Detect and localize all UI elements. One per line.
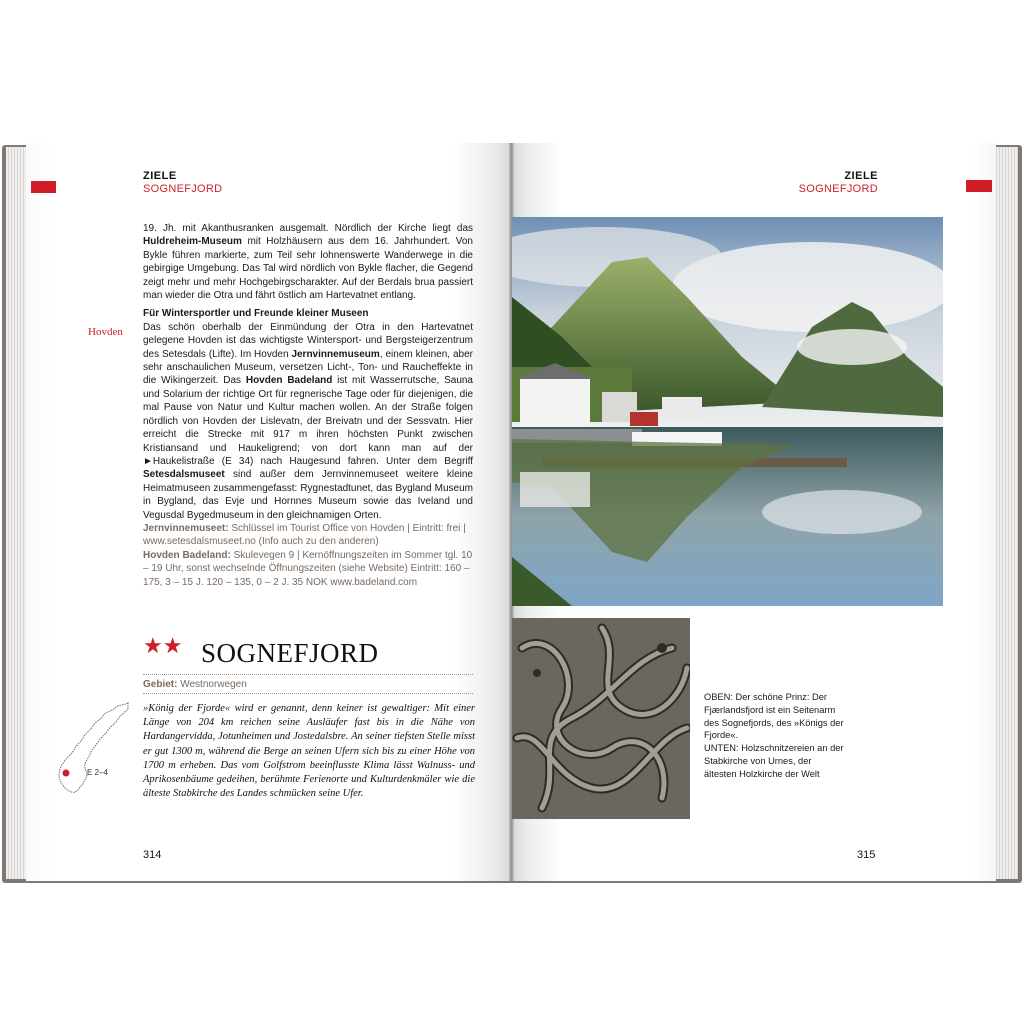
running-head-section: ZIELE [143, 170, 177, 182]
left-running-head [143, 170, 222, 196]
info-badeland [143, 549, 473, 589]
woodcarving-photo [512, 618, 690, 819]
paragraph-bykle [143, 222, 473, 302]
page-number-left: 314 [143, 849, 162, 861]
caption-bottom [704, 742, 844, 780]
left-thumb-tab [31, 181, 56, 193]
paragraph-hovden [143, 321, 473, 522]
text-run: 19. Jh. mit Akanthusranken ausgemalt. Nördlich der Kirche liegt das [143, 223, 473, 234]
caption-text: Holzschnitzereien an der Stabkirche von Urnes, der ältesten Holzkirche der Welt [704, 743, 844, 779]
urnes-woodcarving-image [512, 618, 690, 819]
rating-stars: ★★ [143, 634, 183, 659]
text-run: ist mit Wasserrutsche, Sauna und Solarium der richtige Ort für regnerische Tage oder für diejenigen, die mal Pause von Natur und Kultur machen wollen. An der Straße folgen nördlich von Hovden der Lislevatn, der Breivatn und der Sessvatn. Hier erreicht die Strecke mit 917 m ihren höchsten Punkt zwischen Kristiansand und Haukeligrend; von dort kann man auf der [143, 375, 473, 454]
caption-top [704, 691, 844, 742]
running-head-chapter: SOGNEFJORD [798, 183, 878, 195]
text-run: sind außer dem Jernvinnemuseet weitere kleine Heimatmuseen zusammengefasst: Rygnestadtunet, das Bygland Museum in Bygland, das Evje und Hornnes Museum sowie das Iveland und Vegusdal Bygedmuseum in den gleichnamigen Orten. [143, 469, 473, 521]
caption-text: Der schöne Prinz: Der Fjærlandsfjord ist ein Seitenarm des Sognefjords, des »Königs der Fjorde«. [704, 692, 844, 741]
text-run: , einem kleinen, aber sehr anschaulichen Museum, versetzen Licht-, Ton- und Raucheffekte in die Wikingerzeit. Das [143, 348, 473, 387]
info-text: Schlüssel im Tourist Office von Hovden | Eintritt: frei | www.setesdalsmuseet.no (Info auch zu den anderen) [143, 522, 466, 548]
bold-term: Setesdalsmuseet [143, 469, 225, 481]
norway-locator-map [56, 700, 132, 795]
bold-term: Hovden Badeland [245, 375, 333, 387]
norway-outline-icon [56, 700, 132, 795]
info-text: Skulevegen 9 | Kernöffnungszeiten im Sommer tgl. 10 – 19 Uhr, sonst wechselnde Öffnungszeiten (siehe Website) Eintritt: 160 – 175, 3 – 15 J. 120 – 135, 0 – 2 J. 35 NOK www.badeland.com [143, 549, 473, 588]
map-grid-reference: E 2–4 [87, 768, 108, 777]
bold-term: Huldreheim-Museum [143, 236, 242, 248]
caption-label: UNTEN: [704, 743, 739, 754]
info-label: Jernvinnemuseet: [143, 522, 229, 534]
section-title: SOGNEFJORD [201, 638, 379, 668]
divider [143, 674, 473, 675]
caption-label: OBEN: [704, 692, 733, 702]
right-running-head [760, 170, 878, 196]
left-body-text [143, 222, 473, 589]
info-label: Hovden Badeland: [143, 549, 231, 561]
text-run: Haukelistraße (E 34) nach Haugesund fahren. Unter dem Begriff [152, 455, 473, 467]
photo-caption [704, 691, 844, 781]
page-edges-right [994, 147, 1018, 879]
running-head-chapter: SOGNEFJORD [143, 183, 223, 195]
region-line [143, 679, 247, 690]
running-head-section: ZIELE [844, 170, 878, 182]
region-value: Westnorwegen [177, 679, 247, 690]
bold-term: Jernvinnemuseum [291, 348, 380, 360]
fjord-landscape-image [512, 217, 943, 606]
section-intro: »König der Fjorde« wird er genannt, denn keiner ist gewaltiger: Mit einer Länge von 204 km reichen seine Ausläufer fast bis in die Nähe von Hardangervidda, Jotunheimen und Jostedalsbre. An seiner tiefsten Stelle misst er gut 1300 m, während die Berge an seinen Ufern sich bis zu einer Höhe von 1700 m erheben. Das vom Golfstrom beeinflusste Klima lässt Walnuss- und Aprikosenbäume gedeihen, berühmte Ferienorte und Kulturdenkmäler wie die älteste Stabkirche des Landes schmücken seine Ufer. [143, 703, 475, 800]
divider [143, 693, 473, 694]
fjord-photo [512, 217, 943, 606]
page-number-right: 315 [857, 849, 876, 861]
text-run: Das schön oberhalb der Einmündung der Otra in den Hartevatnet gelegene Hovden ist das wichtigste Wintersport- und Bergsteigerzentrum des Setesdals (Lifte). Im Hovden [143, 321, 473, 360]
info-jernvinnemuseet [143, 522, 473, 549]
subheading: Für Wintersportler und Freunde kleiner Museen [143, 308, 369, 320]
region-label: Gebiet: [143, 679, 178, 690]
right-thumb-tab [966, 180, 992, 192]
arrow-icon: ► [143, 455, 153, 467]
text-run: mit Holzhäusern aus dem 16. Jahrhundert. Von Bykle führen markierte, zum Teil sehr lohnenswerte Wanderwege in die gebirgige Umgebung. Das Tal wird nördlich von Bykle flacher, die Gegend zeigt mehr und mehr Hochgebirgscharakter. Auf der Berdals brua passiert man wieder die Otra und fährt östlich am Hartevatnet entlang. [143, 236, 473, 302]
margin-label-hovden: Hovden [88, 326, 123, 338]
